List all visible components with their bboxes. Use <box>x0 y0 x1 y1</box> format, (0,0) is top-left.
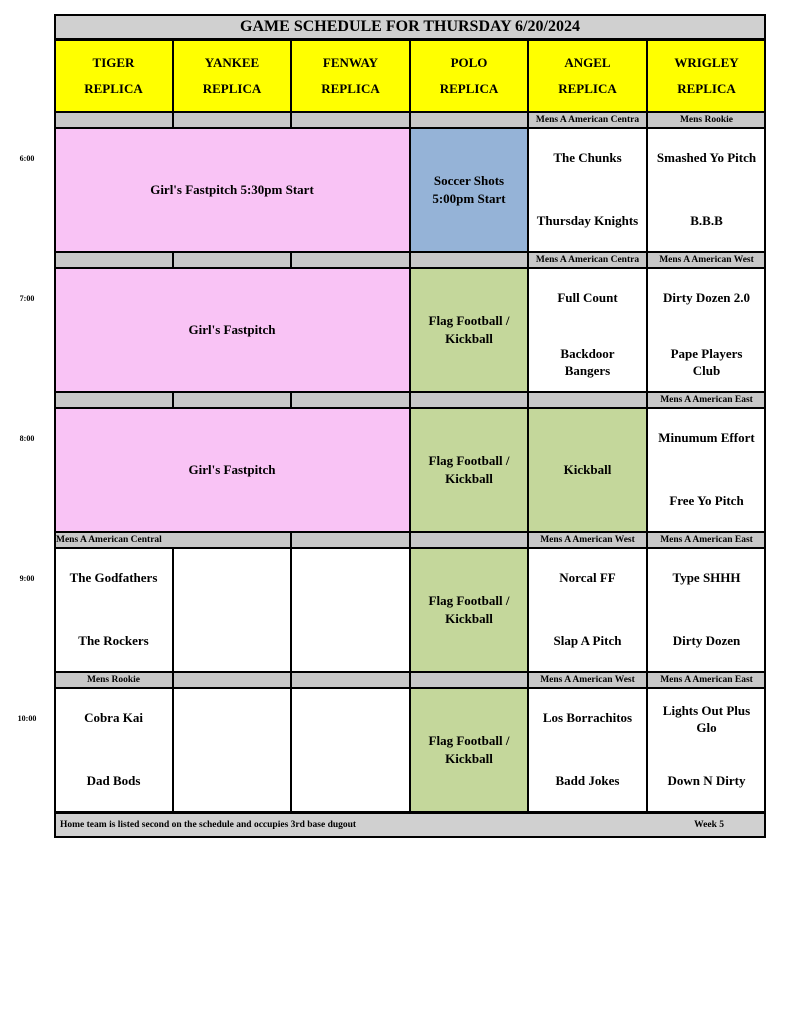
event-flag-football-10 <box>410 688 528 812</box>
home-team: B.B.B <box>690 213 723 228</box>
field-name: ANGEL <box>564 55 611 70</box>
away-team: Smashed Yo Pitch <box>656 150 757 165</box>
event-girls-fastpitch-6: Girl's Fastpitch 5:30pm Start <box>54 128 410 252</box>
event-line: 5:00pm Start <box>432 191 506 206</box>
home-team-line: Pape Players <box>670 346 743 361</box>
event-line: Kickball <box>445 611 493 626</box>
event-girls-fastpitch-8: Girl's Fastpitch <box>54 408 410 532</box>
away-team: The Chunks <box>553 150 622 165</box>
game-wrigley-7 <box>647 268 766 392</box>
home-team: Thursday Knights <box>536 213 639 228</box>
home-team: Down N Dirty <box>667 773 746 788</box>
event-line: Kickball <box>445 751 493 766</box>
footer-note: Home team is listed second on the schedule and occupies 3rd base dugout <box>60 820 357 830</box>
empty-yankee-10 <box>173 688 291 812</box>
home-team: Free Yo Pitch <box>669 493 744 508</box>
field-name: FENWAY <box>322 55 379 70</box>
field-sub: REPLICA <box>202 81 262 96</box>
division-angel-7: Mens A American Centra <box>528 252 647 268</box>
field-header-yankee <box>173 40 291 112</box>
game-angel-7 <box>528 268 647 392</box>
division-polo-8 <box>410 392 528 408</box>
event-line: Kickball <box>445 471 493 486</box>
event-soccer-shots-6 <box>410 128 528 252</box>
game-wrigley-10 <box>647 688 766 812</box>
division-angel-9: Mens A American West <box>528 532 647 548</box>
footer-bar <box>54 812 766 838</box>
event-flag-football-9 <box>410 548 528 672</box>
field-header-polo <box>410 40 528 112</box>
division-angel-10: Mens A American West <box>528 672 647 688</box>
event-kickball-8: Kickball <box>528 408 647 532</box>
time-label-7: 7:00 <box>19 294 35 303</box>
event-line: Flag Football / <box>428 453 510 468</box>
division-polo-6 <box>410 112 528 128</box>
time-label-8: 8:00 <box>19 434 35 443</box>
field-header-fenway <box>291 40 410 112</box>
home-team: The Rockers <box>78 633 149 648</box>
game-wrigley-9 <box>647 548 766 672</box>
game-tiger-10 <box>54 688 173 812</box>
division-fenway-9 <box>291 532 410 548</box>
event-flag-football-7 <box>410 268 528 392</box>
schedule-sheet <box>54 14 766 838</box>
division-fenway-10 <box>291 672 410 688</box>
division-fenway-8 <box>291 392 410 408</box>
division-tiger-8 <box>54 392 173 408</box>
division-wrigley-10: Mens A American East <box>647 672 766 688</box>
event-line: Flag Football / <box>428 593 510 608</box>
away-team: Minumum Effort <box>658 430 755 445</box>
field-sub: REPLICA <box>84 81 143 96</box>
division-yankee-8 <box>173 392 291 408</box>
empty-fenway-9 <box>291 548 410 672</box>
home-team-line: Backdoor <box>560 346 615 361</box>
division-angel-8 <box>528 392 647 408</box>
away-team-line: Glo <box>696 720 717 735</box>
field-sub: REPLICA <box>558 81 617 96</box>
away-team: Cobra Kai <box>84 710 143 725</box>
home-team <box>671 345 743 379</box>
away-team <box>663 702 750 736</box>
game-angel-10 <box>528 688 647 812</box>
empty-fenway-10 <box>291 688 410 812</box>
away-team: Type SHHH <box>672 570 741 585</box>
home-team: Dad Bods <box>86 773 141 788</box>
event-girls-fastpitch-7: Girl's Fastpitch <box>54 268 410 392</box>
division-fenway-6 <box>291 112 410 128</box>
field-name: TIGER <box>92 55 135 70</box>
home-team: Dirty Dozen <box>672 633 741 648</box>
week-label: Week 5 <box>694 820 724 830</box>
home-team <box>560 345 614 379</box>
division-tiger-7 <box>54 252 173 268</box>
away-team: Los Borrachitos <box>542 710 633 725</box>
division-polo-9 <box>410 532 528 548</box>
away-team: Full Count <box>557 290 618 305</box>
division-yankee-7 <box>173 252 291 268</box>
field-header-wrigley <box>647 40 766 112</box>
division-wrigley-8: Mens A American East <box>647 392 766 408</box>
event-flag-football-8 <box>410 408 528 532</box>
home-team: Badd Jokes <box>555 773 620 788</box>
field-sub: REPLICA <box>321 81 380 96</box>
event-line: Flag Football / <box>428 733 510 748</box>
game-angel-6 <box>528 128 647 252</box>
division-tiger-9: Mens A American Central <box>54 532 291 548</box>
division-wrigley-7: Mens A American West <box>647 252 766 268</box>
division-tiger-6 <box>54 112 173 128</box>
away-team: Dirty Dozen 2.0 <box>662 290 750 305</box>
field-header-tiger <box>54 40 173 112</box>
game-tiger-9 <box>54 548 173 672</box>
event-line: Soccer Shots <box>433 173 505 188</box>
time-label-10: 10:00 <box>17 714 37 723</box>
game-angel-9 <box>528 548 647 672</box>
away-team: Norcal FF <box>559 570 616 585</box>
field-sub: REPLICA <box>439 81 499 96</box>
away-team: The Godfathers <box>69 570 158 585</box>
time-label-6: 6:00 <box>19 154 35 163</box>
game-wrigley-6 <box>647 128 766 252</box>
division-wrigley-6: Mens Rookie <box>647 112 766 128</box>
field-name: WRIGLEY <box>674 55 739 70</box>
division-yankee-6 <box>173 112 291 128</box>
empty-yankee-9 <box>173 548 291 672</box>
field-header-angel <box>528 40 647 112</box>
game-wrigley-8 <box>647 408 766 532</box>
home-team-line: Club <box>692 363 721 378</box>
field-sub: REPLICA <box>677 81 736 96</box>
division-polo-10 <box>410 672 528 688</box>
home-team: Slap A Pitch <box>553 633 622 648</box>
time-label-9: 9:00 <box>19 574 35 583</box>
division-tiger-10: Mens Rookie <box>54 672 173 688</box>
away-team-line: Lights Out Plus <box>662 703 751 718</box>
division-yankee-10 <box>173 672 291 688</box>
event-line: Flag Football / <box>428 313 510 328</box>
division-wrigley-9: Mens A American East <box>647 532 766 548</box>
field-name: YANKEE <box>204 55 260 70</box>
home-team-line: Bangers <box>564 363 611 378</box>
division-polo-7 <box>410 252 528 268</box>
division-angel-6: Mens A American Centra <box>528 112 647 128</box>
field-name: POLO <box>450 55 488 70</box>
event-line: Kickball <box>445 331 493 346</box>
division-fenway-7 <box>291 252 410 268</box>
schedule-title: GAME SCHEDULE FOR THURSDAY 6/20/2024 <box>54 14 766 40</box>
